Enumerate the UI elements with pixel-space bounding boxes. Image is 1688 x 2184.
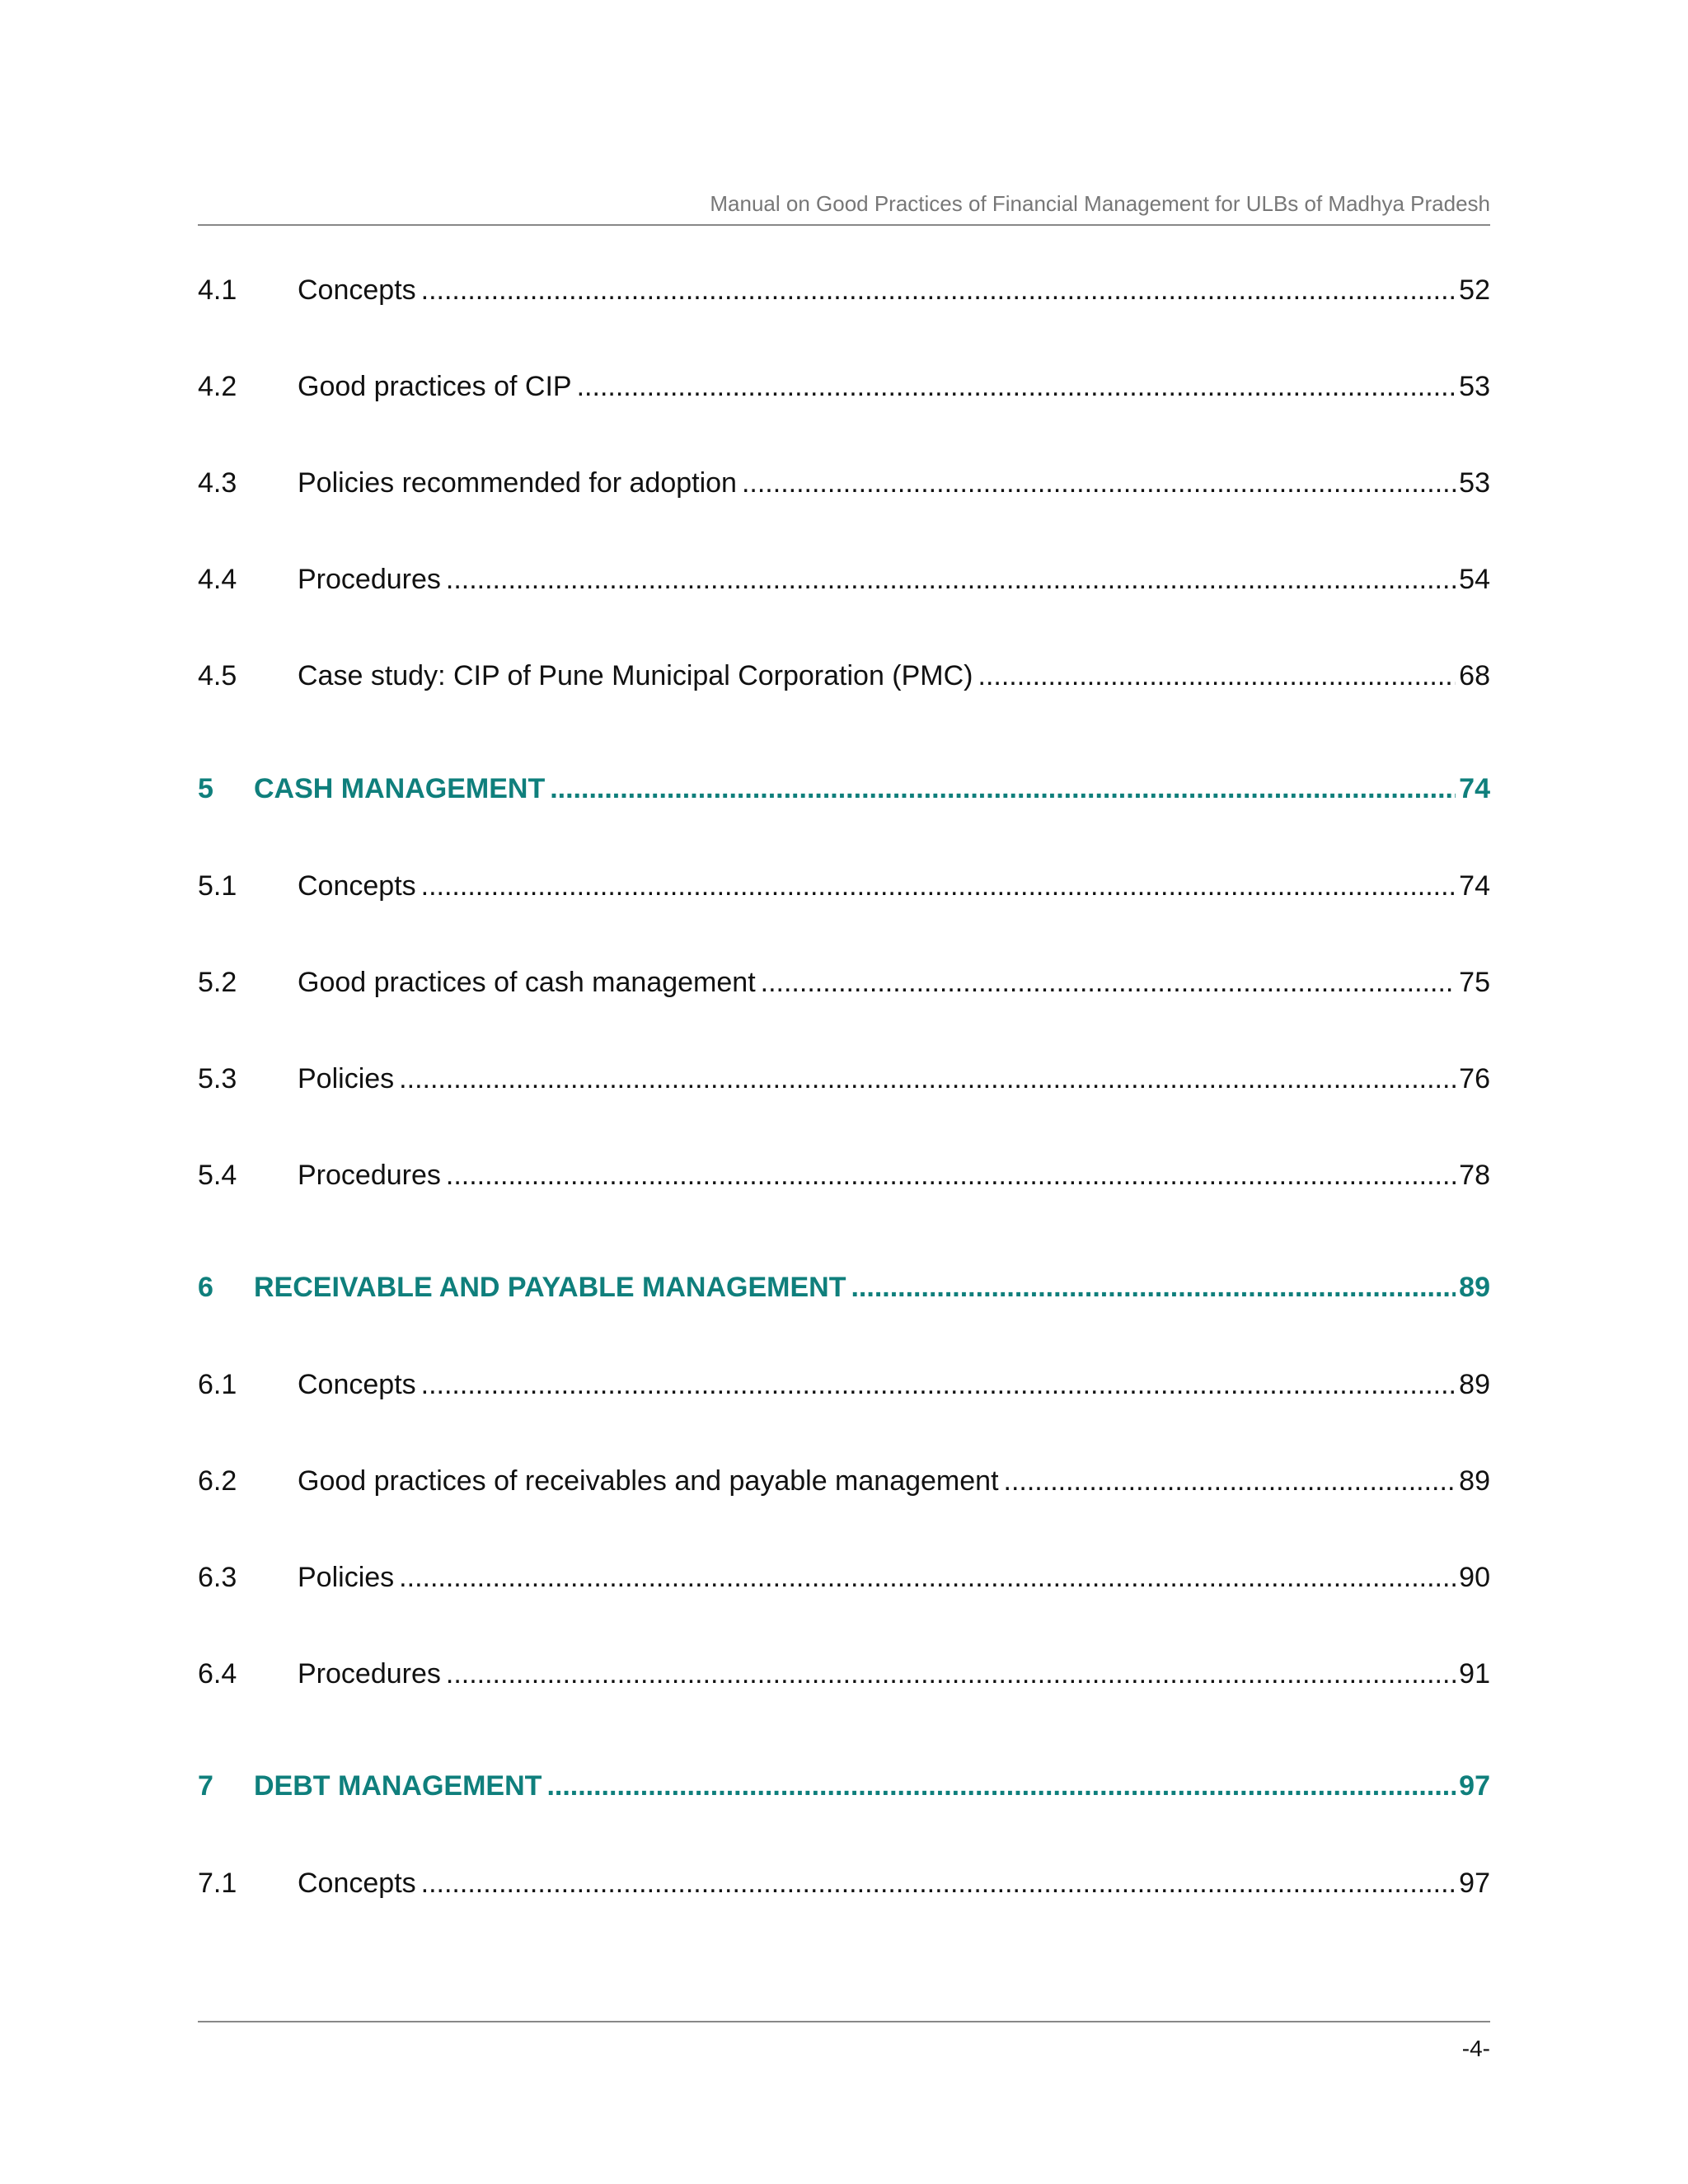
toc-title: Procedures [298, 1658, 441, 1690]
dot-leader [399, 1061, 1456, 1097]
toc-title: Procedures [298, 1160, 441, 1191]
toc-page: 76 [1459, 1063, 1490, 1094]
dot-leader [446, 1656, 1456, 1692]
toc-number: 5.3 [198, 1063, 237, 1094]
toc-entry-7-1[interactable] [198, 1865, 1490, 1901]
toc-title: DEBT MANAGEMENT [254, 1770, 542, 1802]
toc-title: Case study: CIP of Pune Municipal Corporation (PMC) [298, 660, 973, 691]
toc-title: Concepts [298, 274, 416, 306]
toc-page: 74 [1459, 870, 1490, 902]
footer-divider [198, 2021, 1490, 2022]
dot-leader [761, 964, 1456, 1001]
toc-chapter-5[interactable] [198, 771, 1490, 807]
toc-number: 7 [198, 1770, 213, 1802]
running-header: Manual on Good Practices of Financial Management for ULBs of Madhya Pradesh [710, 191, 1490, 216]
toc-number: 6.1 [198, 1369, 237, 1400]
toc-title: Policies [298, 1562, 395, 1593]
toc-page: 97 [1459, 1770, 1490, 1802]
dot-leader [399, 1559, 1456, 1596]
toc-chapter-7[interactable] [198, 1768, 1490, 1804]
toc-entry-4-5[interactable] [198, 658, 1490, 694]
toc-number: 6.2 [198, 1465, 237, 1497]
toc-page: 78 [1459, 1160, 1490, 1191]
dot-leader [577, 368, 1456, 405]
toc-title: RECEIVABLE AND PAYABLE MANAGEMENT [254, 1272, 846, 1303]
dot-leader [421, 1865, 1456, 1901]
toc-title: Policies recommended for adoption [298, 467, 737, 499]
toc-title: CASH MANAGEMENT [254, 773, 546, 804]
toc-page: 53 [1459, 467, 1490, 499]
toc-number: 6.4 [198, 1658, 237, 1690]
toc-title: Concepts [298, 870, 416, 902]
toc-entry-6-2[interactable] [198, 1463, 1490, 1499]
toc-chapter-6[interactable] [198, 1269, 1490, 1305]
toc-page: 89 [1459, 1465, 1490, 1497]
toc-page: 91 [1459, 1658, 1490, 1690]
toc-page: 90 [1459, 1562, 1490, 1593]
toc-number: 4.2 [198, 371, 237, 402]
toc-entry-5-4[interactable] [198, 1157, 1490, 1193]
toc-number: 6 [198, 1272, 213, 1303]
dot-leader [421, 272, 1456, 308]
toc-number: 4.4 [198, 564, 237, 595]
toc-entry-6-4[interactable] [198, 1656, 1490, 1692]
dot-leader [851, 1269, 1456, 1305]
table-of-contents [198, 0, 1490, 2184]
toc-page: 89 [1459, 1369, 1490, 1400]
toc-entry-6-1[interactable] [198, 1366, 1490, 1403]
toc-number: 5.4 [198, 1160, 237, 1191]
toc-page: 68 [1459, 660, 1490, 691]
toc-number: 4.1 [198, 274, 237, 306]
toc-title: Concepts [298, 1868, 416, 1899]
toc-page: 74 [1459, 773, 1490, 804]
toc-number: 5 [198, 773, 213, 804]
toc-page: 54 [1459, 564, 1490, 595]
toc-title: Good practices of cash management [298, 967, 756, 998]
toc-number: 6.3 [198, 1562, 237, 1593]
toc-page: 53 [1459, 371, 1490, 402]
toc-title: Procedures [298, 564, 441, 595]
dot-leader [446, 561, 1456, 598]
toc-entry-4-4[interactable] [198, 561, 1490, 598]
toc-entry-5-2[interactable] [198, 964, 1490, 1001]
toc-entry-4-2[interactable] [198, 368, 1490, 405]
toc-title: Good practices of receivables and payable management [298, 1465, 999, 1497]
toc-number: 5.2 [198, 967, 237, 998]
toc-title: Policies [298, 1063, 395, 1094]
toc-page: 97 [1459, 1868, 1490, 1899]
toc-number: 4.5 [198, 660, 237, 691]
toc-title: Good practices of CIP [298, 371, 572, 402]
toc-entry-4-3[interactable] [198, 465, 1490, 501]
toc-page: 52 [1459, 274, 1490, 306]
dot-leader [421, 1366, 1456, 1403]
toc-page: 75 [1459, 967, 1490, 998]
page-number: -4- [1461, 2036, 1490, 2061]
toc-number: 5.1 [198, 870, 237, 902]
dot-leader [550, 771, 1456, 807]
dot-leader [421, 868, 1456, 904]
toc-page: 89 [1459, 1272, 1490, 1303]
toc-number: 7.1 [198, 1868, 237, 1899]
toc-entry-4-1[interactable] [198, 272, 1490, 308]
dot-leader [978, 658, 1456, 694]
toc-entry-5-3[interactable] [198, 1061, 1490, 1097]
toc-entry-6-3[interactable] [198, 1559, 1490, 1596]
dot-leader [546, 1768, 1456, 1804]
toc-title: Concepts [298, 1369, 416, 1400]
toc-entry-5-1[interactable] [198, 868, 1490, 904]
dot-leader [742, 465, 1456, 501]
toc-number: 4.3 [198, 467, 237, 499]
dot-leader [446, 1157, 1456, 1193]
dot-leader [1004, 1463, 1456, 1499]
